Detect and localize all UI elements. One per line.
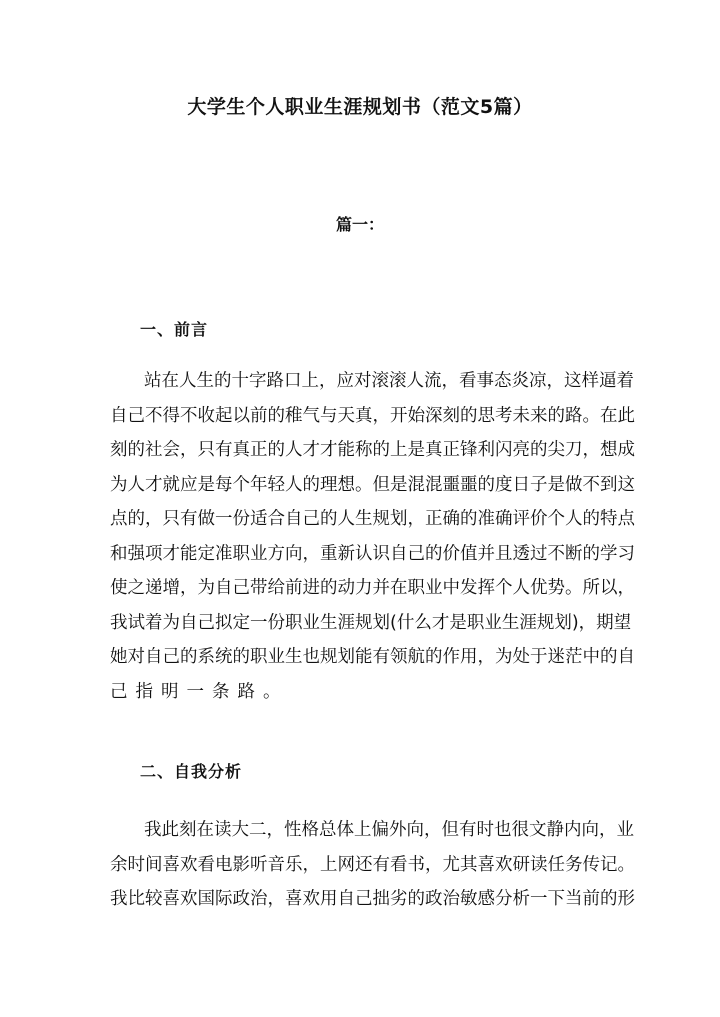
text-line: 为人才就应是每个年轻人的理想。但是混混噩噩的度日子是做不到这 [110, 474, 635, 495]
text-line: 使之递增，为自己带给前进的动力并在职业中发挥个人优势。所以， [110, 578, 635, 598]
document-title: 大学生个人职业生涯规划书（范文5篇） [187, 96, 533, 118]
text-line: 她对自己的系统的职业生也规划能有领航的作用，为处于迷茫中的自 [110, 647, 635, 667]
text-line: 站在人生的十字路口上，应对滚滚人流，看事态炎凉，这样逼着 [144, 371, 634, 391]
text-line: 和强项才能定准职业方向，重新认识自己的价值并且透过不断的学习 [110, 543, 635, 564]
section-heading-self-analysis: 二、自我分析 [140, 762, 243, 781]
text-line: 刻的社会，只有真正的人才才能称的上是真正锋利闪亮的尖刀，想成 [110, 440, 635, 460]
text-line: 自己不得不收起以前的稚气与天真，开始深刻的思考未来的路。在此 [110, 405, 635, 426]
section-heading-preface: 一、前言 [140, 320, 209, 339]
paragraph-self-analysis [110, 813, 635, 917]
text-line: 我此刻在读大二，性格总体上偏外向，但有时也很文静内向，业 [144, 820, 634, 840]
text-line: 我试着为自己拟定一份职业生涯规划(什么才是职业生涯规划)，期望 [110, 612, 632, 633]
paragraph-preface [110, 364, 635, 709]
text-line: 我比较喜欢国际政治，喜欢用自己拙劣的政治敏感分析一下当前的形 [110, 889, 635, 909]
part-label: 篇一： [335, 215, 384, 234]
text-line: 余时间喜欢看电影听音乐，上网还有看书，尤其喜欢研读任务传记。 [110, 854, 635, 875]
text-line: 己指明一条路。 [110, 681, 289, 702]
text-line: 点的，只有做一份适合自己的人生规划，正确的准确评价个人的特点 [110, 509, 635, 529]
